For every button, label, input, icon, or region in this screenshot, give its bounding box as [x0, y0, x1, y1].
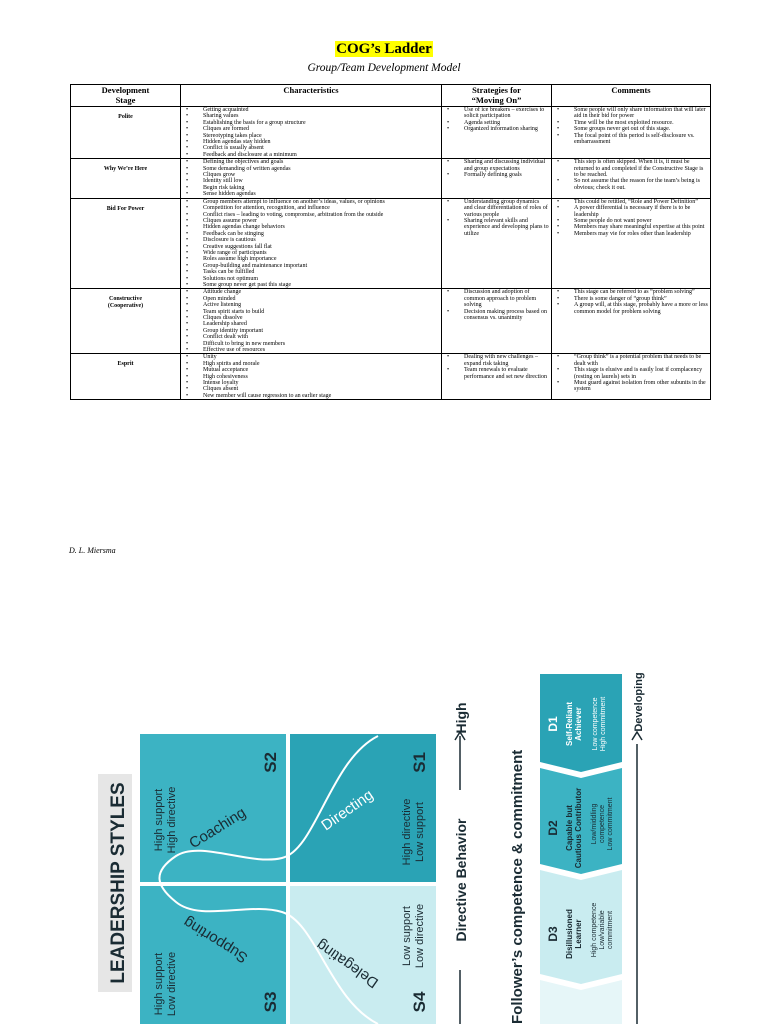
characteristics-cell	[181, 198, 442, 289]
leadership-styles-figure	[0, 640, 768, 1024]
s1-code: S1	[410, 752, 429, 773]
s3-desc2: Low directive	[166, 951, 178, 1017]
list-item: • Agenda setting	[464, 120, 549, 126]
strategies-cell	[442, 198, 552, 289]
list-item: • Team renewals to evaluate performance and set new direction	[464, 367, 549, 380]
comments-cell	[552, 107, 711, 159]
list-item: • Sense hidden agendas	[203, 191, 439, 197]
s3-desc1: High support	[153, 952, 165, 1016]
comments-cell	[552, 198, 711, 289]
list-item: • Group identity important	[203, 328, 439, 334]
level-d1-name2: Achiever	[574, 707, 583, 741]
strategies-cell	[442, 107, 552, 159]
list-item: • This step is often skipped. When it is, it must be returned to and completed if the Constructive Stage is to be reached.	[574, 159, 708, 178]
list-item: • A group will, at this stage, probably have a more or less common model for problem solving	[574, 302, 708, 315]
list-item: • Active listening	[203, 302, 439, 308]
table-row	[71, 107, 711, 159]
stage-label: (Cooperative)	[107, 303, 144, 310]
stage-cell	[71, 354, 181, 400]
list-item: • Solutions not optimum	[203, 276, 439, 282]
characteristics-cell	[181, 107, 442, 159]
level-d2-desc1: Low/middling	[591, 803, 598, 845]
directive-axis-label: Directive Behavior	[453, 818, 469, 942]
s1-desc2: Low support	[414, 802, 426, 862]
level-d2-desc3: Low commitment	[607, 797, 614, 851]
level-d1-name1: Self-Reliant	[565, 701, 574, 747]
strategies-cell	[442, 289, 552, 354]
level-d4-box	[540, 980, 622, 1024]
stage-cell	[71, 198, 181, 289]
table-header-row	[71, 85, 711, 107]
list-item: • The focal point of this period is self-disclosure vs. embarrassment	[574, 133, 708, 146]
list-item: • Effective use of resources	[203, 347, 439, 353]
list-item: • Sharing relevant skills and experience and developing plans to utilize	[464, 218, 549, 237]
list-item: • Stereotyping takes place	[203, 133, 439, 139]
strategies-cell	[442, 159, 552, 198]
follower-axis-label: Follower’s competence & commitment	[509, 749, 526, 1024]
list-item: • Tasks can be fulfilled	[203, 269, 439, 275]
s2-desc1: High support	[153, 788, 165, 852]
list-item: • Some demanding of written agendas	[203, 166, 439, 172]
level-d3-name2: Learner	[574, 919, 583, 949]
header-stage: Development Stage	[71, 85, 181, 107]
s3-name: Supporting	[180, 913, 251, 967]
list-item: • Getting acquainted	[203, 107, 439, 113]
s2-code: S2	[261, 752, 280, 773]
list-item: • Team spirit starts to build	[203, 309, 439, 315]
s4-code: S4	[410, 991, 429, 1013]
list-item: • Conflict is usually absent	[203, 145, 439, 151]
list-item: • This stage is elusive and is easily lost if complacency (resting on laurels) sets in	[574, 367, 708, 380]
comments-cell	[552, 289, 711, 354]
list-item: • Dealing with new challenges – expand risk taking	[464, 354, 549, 367]
list-item: • Organized information sharing	[464, 126, 549, 132]
characteristics-cell	[181, 354, 442, 400]
list-item: • Unity	[203, 354, 439, 360]
s2-desc2: High directive	[166, 786, 178, 854]
list-item: • Must guard against isolation from other subunits in the system	[574, 380, 708, 393]
stage-label: Esprit	[117, 361, 134, 368]
level-d2-code: D2	[546, 820, 560, 836]
developing-axis-arrow	[632, 732, 642, 740]
list-item: • New member will cause regression to an earlier stage	[203, 393, 439, 399]
document-subtitle: Group/Team Development Model	[307, 62, 461, 74]
level-d3-desc2: Low/variable	[599, 910, 606, 950]
list-item: • Mutual acceptance	[203, 367, 439, 373]
stage-label: Polite	[118, 114, 133, 120]
list-item: • Feedback can be stinging	[203, 231, 439, 237]
stage-label: Why We’re Here	[103, 166, 148, 173]
list-item: • Hidden agendas stay hidden	[203, 139, 439, 145]
list-item: • Some people do not want power	[574, 218, 708, 224]
list-item: • This stage can be referred to as “problem solving”	[574, 289, 708, 295]
list-item: • High cohesiveness	[203, 374, 439, 380]
list-item: • Cliques absent	[203, 386, 439, 392]
list-item: • Feedback and disclosure at a minimum	[203, 152, 439, 158]
characteristics-cell	[181, 159, 442, 198]
level-d2-name1: Capable but	[565, 805, 574, 851]
stage-label: Constructive	[109, 296, 142, 303]
list-item: • Members may share meaningful expertise at this point	[574, 224, 708, 230]
list-item: • Understanding group dynamics and clear differentiation of roles of various people	[464, 199, 549, 218]
list-item: • Some people will only share information that will later aid in their bid for power	[574, 107, 708, 120]
list-item: • Formally defining goals	[464, 172, 549, 178]
list-item: • There is some danger of “group think”	[574, 296, 708, 302]
level-d2-name2: Cautious Contributor	[574, 787, 583, 869]
list-item: • Cliques are formed	[203, 126, 439, 132]
list-item: • Conflict rises – leading to voting, compromise, arbitration from the outside	[203, 212, 439, 218]
list-item: • Identity still low	[203, 178, 439, 184]
header-comments: Comments	[552, 85, 711, 107]
stage-cell	[71, 107, 181, 159]
level-d3-name1: Disillusioned	[565, 909, 574, 959]
list-item: • Wide range of participants	[203, 250, 439, 256]
list-item: • Sharing values	[203, 113, 439, 119]
list-item: • Cliques dissolve	[203, 315, 439, 321]
list-item: • Group members attempt to influence on another’s ideas, values, or opinions	[203, 199, 439, 205]
level-d2-desc2: competence	[599, 804, 606, 844]
cog-ladder-table	[70, 84, 711, 400]
list-item: • “Group think” is a potential problem that needs to be dealt with	[574, 354, 708, 367]
header-characteristics: Characteristics	[181, 85, 442, 107]
list-item: • Competition for attention, recognition, and influence	[203, 205, 439, 211]
s1-desc1: High directive	[401, 798, 413, 866]
list-item: • So not assume that the reason for the team’s being is obvious; check it out.	[574, 178, 708, 191]
header-strategies: Strategies for “Moving On”	[442, 85, 552, 107]
author-name: D. L. Miersma	[69, 546, 116, 555]
list-item: • Some group never get past this stage	[203, 282, 439, 288]
list-item: • Discussion and adoption of common approach to problem solving	[464, 289, 549, 308]
stage-cell	[71, 289, 181, 354]
level-d1-desc2: High commitment	[600, 696, 607, 752]
list-item: • Open minded	[203, 296, 439, 302]
list-item: • Attitude change	[203, 289, 439, 295]
level-d3-desc3: commitment	[607, 910, 614, 950]
list-item: • Time will be the most exploited resource.	[574, 120, 708, 126]
s1-name: Directing	[318, 786, 377, 835]
stage-label: Bid For Power	[106, 205, 145, 212]
list-item: • Conflict dealt with	[203, 334, 439, 340]
list-item: • A power differential is necessary if there is to be leadership	[574, 205, 708, 218]
list-item: • Group-building and maintenance important	[203, 263, 439, 269]
list-item: • High spirits and morale	[203, 361, 439, 367]
level-d1-desc1: Low competence	[592, 697, 599, 751]
table-row	[71, 159, 711, 198]
s2-name: Coaching	[186, 804, 249, 853]
table-row	[71, 354, 711, 400]
list-item: • Hidden agendas change behaviors	[203, 224, 439, 230]
level-d3-desc1: High competence	[591, 902, 598, 958]
list-item: • Cliques grow	[203, 172, 439, 178]
stage-cell	[71, 159, 181, 198]
s4-name: Delegating	[313, 936, 382, 992]
list-item: • Creative suggestions fall flat	[203, 244, 439, 250]
list-item: • Intense loyalty	[203, 380, 439, 386]
list-item: • Roles assume high importance	[203, 256, 439, 262]
list-item: • Members may vie for roles other than leadership	[574, 231, 708, 237]
list-item: • Some groups never get out of this stage.	[574, 126, 708, 132]
s4-desc1: Low support	[401, 906, 413, 966]
table-row	[71, 289, 711, 354]
list-item: • Leadership shared	[203, 321, 439, 327]
list-item: • Begin risk taking	[203, 185, 439, 191]
directive-high-label: High	[453, 702, 469, 734]
list-item: • Disclosure is cautious	[203, 237, 439, 243]
list-item: • Use of ice breakers – exercises to solicit participation	[464, 107, 549, 120]
leadership-styles-heading: LEADERSHIP STYLES	[108, 782, 129, 984]
list-item: • Establishing the basis for a group structure	[203, 120, 439, 126]
comments-cell	[552, 159, 711, 198]
list-item: • This could be retitled, “Role and Power Definition”	[574, 199, 708, 205]
list-item: • Sharing and discussing individual and group expectations	[464, 159, 549, 172]
strategies-cell	[442, 354, 552, 400]
list-item: • Decision making process based on consensus vs. unanimity	[464, 309, 549, 322]
table-row	[71, 198, 711, 289]
comments-cell	[552, 354, 711, 400]
s3-code: S3	[261, 991, 280, 1013]
developing-label: Developing	[633, 672, 645, 732]
document-title: COG’s Ladder	[336, 41, 432, 57]
list-item: • Defining the objectives and goals	[203, 159, 439, 165]
characteristics-cell	[181, 289, 442, 354]
level-d1-code: D1	[546, 716, 560, 732]
list-item: • Cliques assume power	[203, 218, 439, 224]
s4-desc2: Low directive	[414, 903, 426, 969]
list-item: • Difficult to bring in new members	[203, 341, 439, 347]
level-d3-code: D3	[546, 926, 560, 942]
